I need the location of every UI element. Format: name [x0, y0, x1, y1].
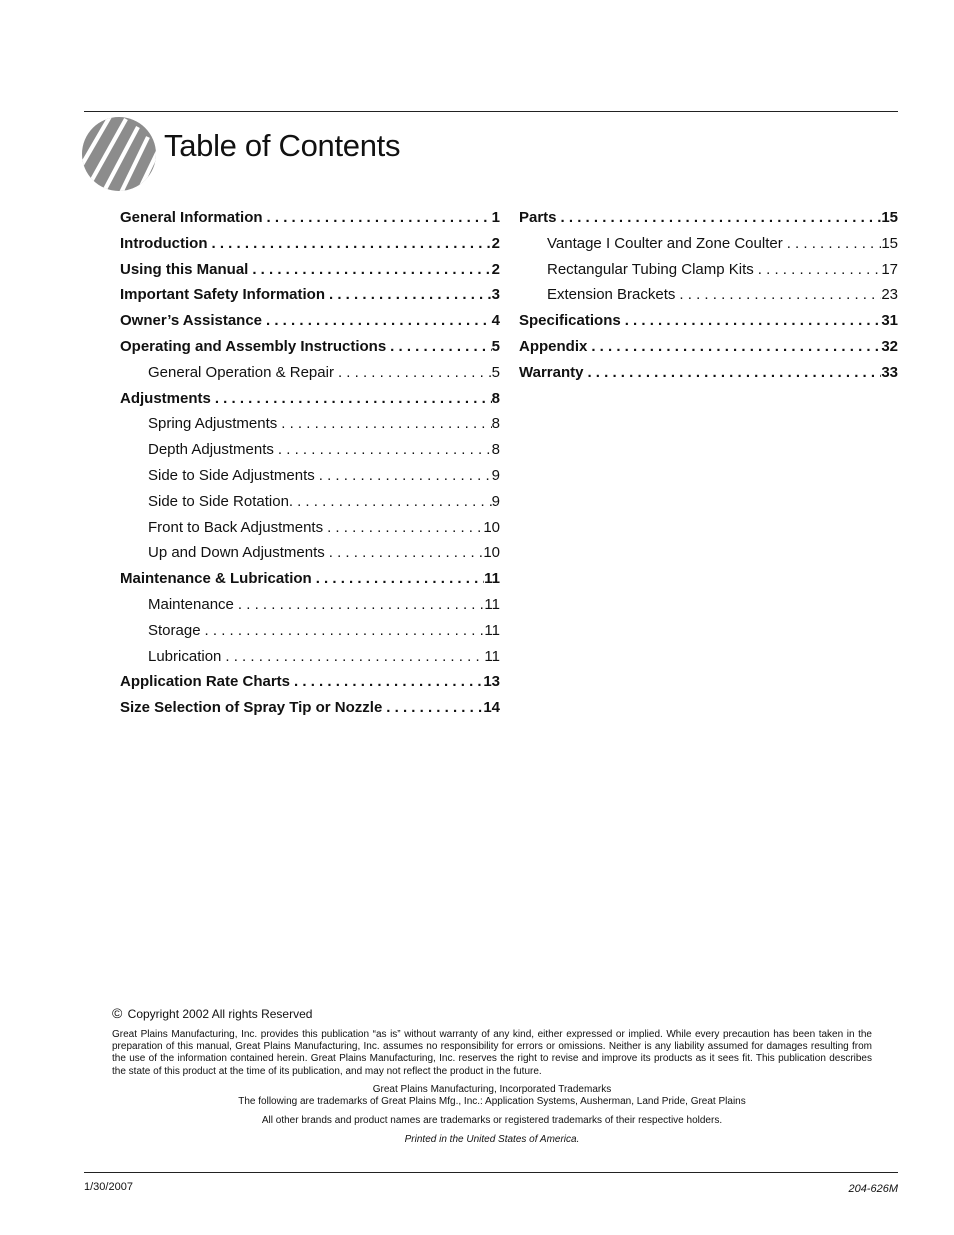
toc-leader-dots: [201, 618, 485, 644]
toc-leader-dots: [263, 205, 492, 231]
toc-entry-label: Maintenance & Lubrication: [120, 570, 312, 588]
toc-entry-page: 4: [491, 312, 500, 330]
toc-subsection-entry[interactable]: [519, 282, 898, 308]
toc-subsection-entry[interactable]: [519, 257, 898, 283]
toc-entry-page: 5: [491, 337, 500, 355]
toc-subsection-entry[interactable]: [120, 644, 500, 670]
toc-leader-dots: [315, 463, 492, 489]
toc-leader-dots: [675, 282, 881, 308]
toc-subsection-entry[interactable]: [519, 231, 898, 257]
toc-entry-page: 8: [491, 415, 500, 433]
toc-leader-dots: [290, 669, 483, 695]
toc-subsection-entry[interactable]: [120, 618, 500, 644]
toc-entry-page: 1: [491, 209, 500, 226]
toc-leader-dots: [293, 489, 492, 515]
other-brands-notice: All other brands and product names are trademarks or registered trademarks of their respective holders.: [261, 1115, 723, 1126]
toc-leader-dots: [754, 257, 882, 283]
toc-section-entry[interactable]: [120, 282, 500, 308]
toc-entry-page: 5: [491, 363, 500, 381]
toc-entry-label: Extension Brackets: [547, 286, 676, 304]
toc-leader-dots: [557, 205, 882, 231]
trademarks-heading: Great Plains Manufacturing, Incorporated Trademarks: [372, 1084, 612, 1095]
toc-subsection-entry[interactable]: [120, 540, 500, 566]
copyright-line: [112, 1005, 312, 1021]
toc-entry-label: Introduction: [120, 234, 208, 252]
toc-entry-page: 8: [491, 389, 500, 407]
toc-entry-label: Appendix: [519, 337, 588, 355]
toc-leader-dots: [248, 257, 491, 283]
toc-entry-label: Parts: [519, 209, 557, 226]
printed-notice: Printed in the United States of America.: [404, 1134, 580, 1145]
disclaimer-text: Great Plains Manufacturing, Inc. provides this publication “as is” without warranty of any kind, either expressed or implied. While every precaution has been taken in the preparation of this manual, Great Plains Manufacturing, Inc. assumes no responsibility for errors or omissions. Neither is any liability assumed for damages resulting from the use of the information contained herein. Great Plains Manufacturing, Inc. reserves the right to revise and improve its products as it sees fit. This publication describes the state of this product at the time of its publication, and may not reflect the product in the future.: [112, 1029, 872, 1077]
toc-leader-dots: [621, 308, 882, 334]
toc-leader-dots: [312, 566, 484, 592]
toc-entry-label: Maintenance: [148, 595, 234, 613]
toc-entry-label: Warranty: [519, 363, 584, 381]
toc-entry-page: 8: [491, 441, 500, 459]
page-title: Table of Contents: [164, 128, 401, 163]
toc-entry-label: Side to Side Rotation.: [148, 492, 294, 510]
toc-left-column: [120, 205, 500, 721]
toc-entry-page: 14: [483, 699, 500, 717]
copyright-symbol: ©: [112, 1005, 123, 1021]
toc-entry-label: Rectangular Tubing Clamp Kits: [547, 260, 754, 278]
toc-entry-page: 31: [881, 312, 898, 330]
toc-entry-page: 33: [881, 363, 898, 381]
toc-leader-dots: [274, 437, 492, 463]
toc-right-column: [519, 205, 898, 386]
toc-entry-label: Important Safety Information: [120, 286, 326, 304]
toc-section-entry[interactable]: [120, 257, 500, 283]
publication-date: 1/30/2007: [84, 1181, 133, 1193]
toc-leader-dots: [234, 592, 485, 618]
toc-leader-dots: [334, 360, 492, 386]
toc-entry-label: Depth Adjustments: [148, 441, 274, 459]
toc-entry-label: Operating and Assembly Instructions: [120, 337, 387, 355]
toc-leader-dots: [221, 644, 484, 670]
toc-leader-dots: [262, 308, 492, 334]
toc-leader-dots: [386, 334, 491, 360]
toc-entry-page: 10: [483, 544, 500, 562]
toc-entry-label: Front to Back Adjustments: [148, 518, 324, 536]
great-plains-logo-icon: [82, 117, 156, 191]
toc-entry-page: 9: [491, 466, 500, 484]
toc-entry-label: Spring Adjustments: [148, 415, 278, 433]
toc-entry-page: 2: [491, 234, 500, 252]
toc-entry-page: 2: [491, 260, 500, 278]
toc-subsection-entry[interactable]: [120, 592, 500, 618]
toc-subsection-entry[interactable]: [120, 515, 500, 541]
toc-leader-dots: [382, 695, 483, 721]
toc-section-entry[interactable]: [120, 695, 500, 721]
toc-leader-dots: [207, 231, 491, 257]
toc-entry-page: 3: [491, 286, 500, 304]
toc-leader-dots: [783, 231, 882, 257]
toc-entry-label: Size Selection of Spray Tip or Nozzle: [120, 699, 383, 717]
toc-entry-label: Lubrication: [148, 647, 222, 665]
toc-leader-dots: [325, 540, 484, 566]
toc-subsection-entry[interactable]: [120, 463, 500, 489]
toc-entry-label: Vantage I Coulter and Zone Coulter: [547, 234, 783, 252]
toc-section-entry[interactable]: [519, 334, 898, 360]
trademarks-line: The following are trademarks of Great Plains Mfg., Inc.: Application Systems, Ausherman, Land Pride, Great Plains: [238, 1096, 746, 1107]
document-number: 204-626M: [848, 1183, 898, 1195]
toc-subsection-entry[interactable]: [120, 360, 500, 386]
toc-entry-page: 10: [483, 518, 500, 536]
toc-entry-label: Owner’s Assistance: [120, 312, 263, 330]
toc-entry-label: Side to Side Adjustments: [148, 466, 315, 484]
toc-section-entry[interactable]: [120, 669, 500, 695]
toc-entry-page: 11: [484, 621, 500, 639]
toc-leader-dots: [323, 515, 483, 541]
toc-entry-label: Storage: [148, 621, 201, 639]
toc-entry-label: Using this Manual: [120, 260, 249, 278]
toc-entry-page: 11: [484, 647, 500, 665]
toc-entry-page: 11: [484, 570, 500, 588]
toc-entry-label: General Information: [120, 209, 263, 226]
toc-leader-dots: [583, 360, 881, 386]
toc-subsection-entry[interactable]: [120, 437, 500, 463]
toc-entry-page: 15: [881, 234, 898, 252]
toc-entry-page: 17: [881, 260, 898, 278]
toc-section-entry[interactable]: [120, 334, 500, 360]
toc-entry-label: Up and Down Adjustments: [148, 544, 325, 562]
toc-section-entry[interactable]: [519, 205, 898, 231]
toc-section-entry[interactable]: [120, 308, 500, 334]
toc-entry-page: 32: [881, 337, 898, 355]
toc-leader-dots: [587, 334, 881, 360]
toc-leader-dots: [211, 386, 492, 412]
toc-entry-page: 11: [484, 595, 500, 613]
toc-leader-dots: [277, 411, 491, 437]
toc-section-entry[interactable]: [120, 386, 500, 412]
copyright-text: Copyright 2002 All rights Reserved: [127, 1007, 313, 1021]
toc-entry-label: Application Rate Charts: [120, 673, 291, 691]
toc-entry-page: 13: [483, 673, 500, 691]
toc-leader-dots: [325, 282, 492, 308]
toc-section-entry[interactable]: [120, 205, 500, 231]
toc-entry-label: Adjustments: [120, 389, 211, 407]
top-rule: [84, 111, 898, 112]
toc-section-entry[interactable]: [519, 308, 898, 334]
toc-entry-page: 9: [491, 492, 500, 510]
toc-subsection-entry[interactable]: [120, 411, 500, 437]
toc-section-entry[interactable]: [120, 566, 500, 592]
toc-entry-label: Specifications: [519, 312, 621, 330]
toc-subsection-entry[interactable]: [120, 489, 500, 515]
toc-entry-page: 15: [881, 209, 898, 226]
toc-section-entry[interactable]: [519, 360, 898, 386]
toc-entry-label: General Operation & Repair: [148, 363, 334, 381]
toc-section-entry[interactable]: [120, 231, 500, 257]
toc-entry-page: 23: [881, 286, 898, 304]
bottom-rule: [84, 1172, 898, 1173]
